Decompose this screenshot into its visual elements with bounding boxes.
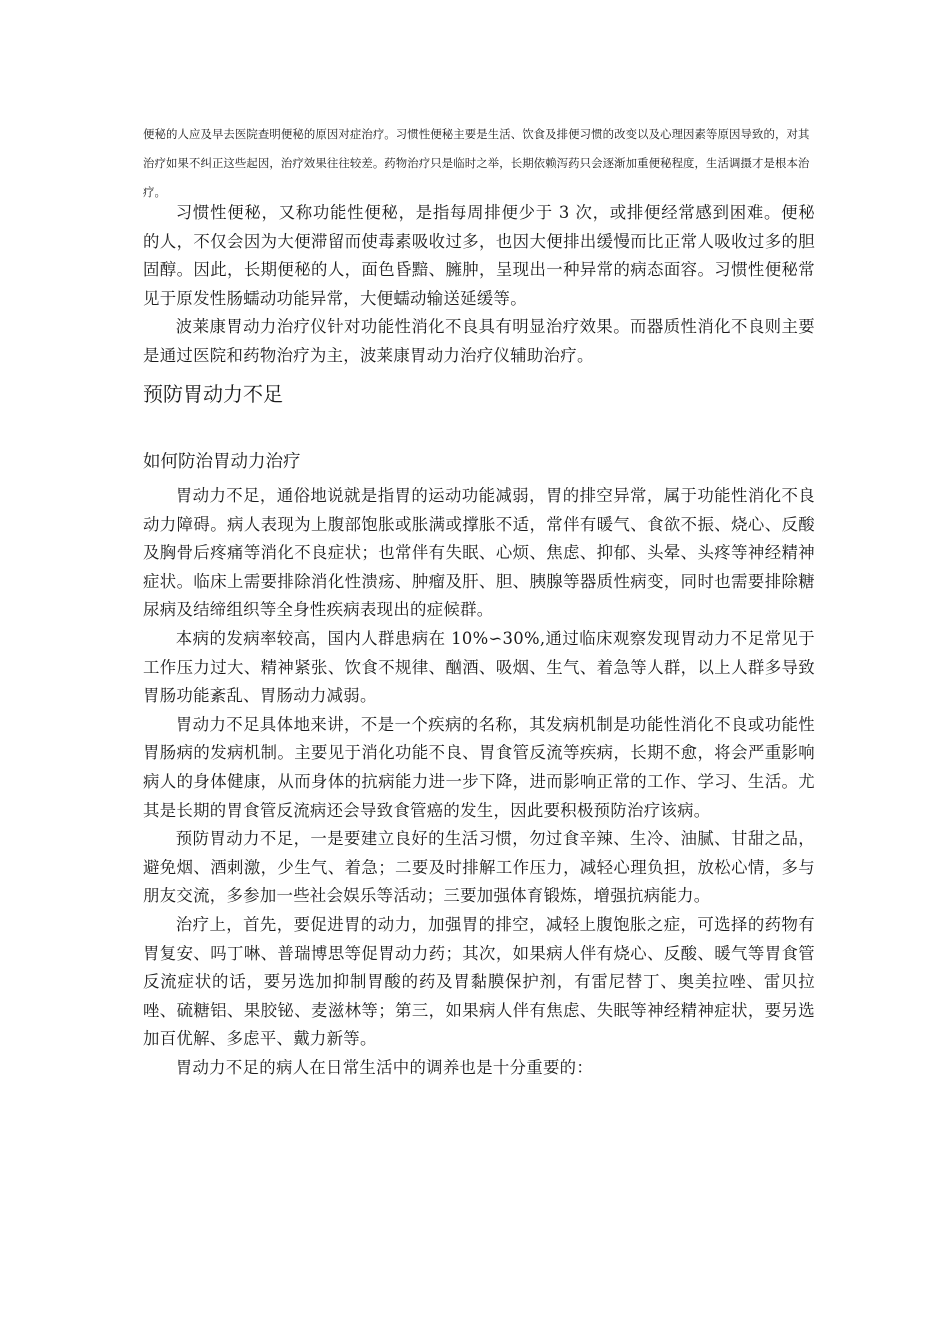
intro-paragraph: 便秘的人应及早去医院查明便秘的原因对症治疗。习惯性便秘主要是生活、饮食及排便习惯的改变以及心理因素等原因导致的，对其治疗如果不纠正这些起因，治疗效果往往较差。药物治疗只是临时之举，长期依赖泻药只会逐渐加重便秘程度，生活调摄才是根本治疗。 <box>143 127 810 199</box>
paragraph-treatment: 治疗上，首先，要促进胃的动力，加强胃的排空，减轻上腹饱胀之症，可选择的药物有胃复安、吗丁啉、普瑞博思等促胃动力药；其次，如果病人伴有烧心、反酸、暖气等胃食管反流症状的话，要另选加抑制胃酸的药及胃黏膜保护剂，有雷尼替丁、奥美拉唑、雷贝拉唑、硫糖铝、果胶铋、麦滋林等；第三，如果病人伴有焦虑、失眠等神经精神症状，要另选加百优解、多虑平、戴力新等。 <box>143 914 815 1049</box>
habitual-constipation-paragraph: 习惯性便秘，又称功能性便秘，是指每周排便少于 3 次，或排便经常感到困难。便秘的人，不仅会因为大便滞留而使毒素吸收过多，也因大便排出缓慢而比正常人吸收过多的胆固醇。因此，长期便秘的人，面色昏黯、臃肿，呈现出一种异常的病态面容。习惯性便秘常见于原发性肠蠕动功能异常，大便蠕动输送延缓等。 <box>143 203 815 308</box>
device-paragraph: 波莱康胃动力治疗仪针对功能性消化不良具有明显治疗效果。而器质性消化不良则主要是通过医院和药物治疗为主，波莱康胃动力治疗仪辅助治疗。 <box>143 317 815 365</box>
constipation-section <box>143 199 815 371</box>
heading-prevent: 预防胃动力不足 <box>143 382 283 406</box>
paragraph-daily-care: 胃动力不足的病人在日常生活中的调养也是十分重要的： <box>175 1057 594 1077</box>
heading-how-to-treat: 如何防治胃动力治疗 <box>143 452 301 472</box>
paragraph-mechanism: 胃动力不足具体地来讲，不是一个疾病的名称，其发病机制是功能性消化不良或功能性胃肠病的发病机制。主要见于消化功能不良、胃食管反流等疾病，长期不愈，将会严重影响病人的身体健康，从而身体的抗病能力进一步下降，进而影响正常的工作、学习、生活。尤其是长期的胃食管反流病还会导致食管癌的发生，因此要积极预防治疗该病。 <box>143 714 815 820</box>
treatment-section <box>143 482 815 1082</box>
paragraph-incidence: 本病的发病率较高，国内人群患病在 10%∽30%,通过临床观察发现胃动力不足常见于工作压力过大、精神紧张、饮食不规律、酗酒、吸烟、生气、着急等人群，以上人群多导致胃肠功能紊乱、胃肠动力减弱。 <box>143 628 815 706</box>
paragraph-definition: 胃动力不足，通俗地说就是指胃的运动功能减弱，胃的排空异常，属于功能性消化不良动力障碍。病人表现为上腹部饱胀或胀满或撑胀不适，常伴有暖气、食欲不振、烧心、反酸及胸骨后疼痛等消化不良症状；也常伴有失眠、心烦、焦虑、抑郁、头晕、头疼等神经精神症状。临床上需要排除消化性溃疡、肿瘤及肝、胆、胰腺等器质性病变，同时也需要排除糖尿病及结缔组织等全身性疾病表现出的症候群。 <box>143 486 815 620</box>
paragraph-prevention: 预防胃动力不足，一是要建立良好的生活习惯，勿过食辛辣、生冷、油腻、甘甜之品，避免烟、酒刺激，少生气、着急；二要及时排解工作压力，减轻心理负担，放松心情，多与朋友交流，多参加一些社会娱乐等活动；三要加强体育锻炼，增强抗病能力。 <box>143 829 815 906</box>
